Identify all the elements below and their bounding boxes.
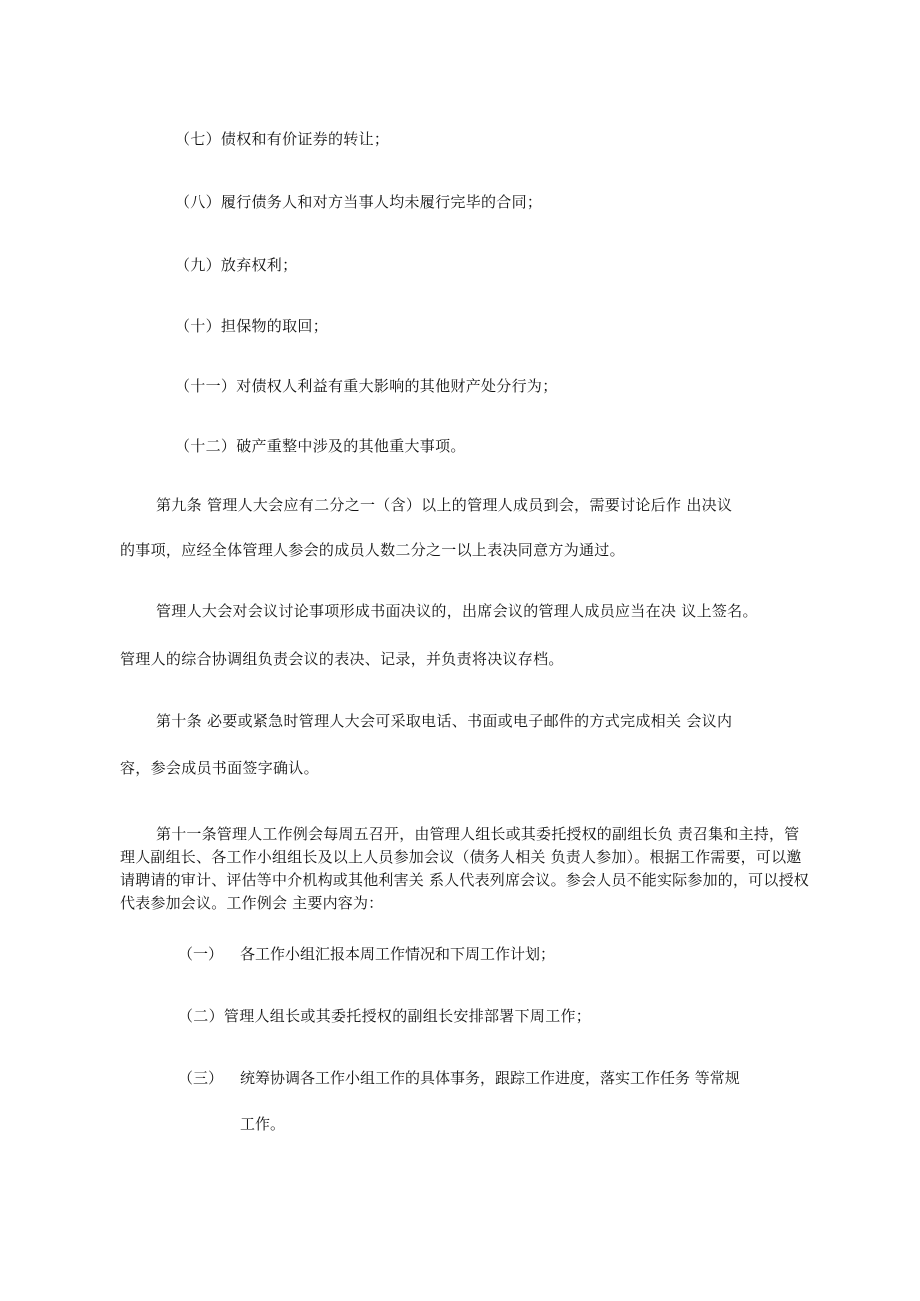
article-9-line-4: 管理人的综合协调组负责会议的表决、记录，并负责将决议存档。 xyxy=(120,650,564,668)
list-item: （九）放弃权利； xyxy=(175,256,298,274)
article-9-line-1: 第九条 管理人大会应有二分之一（含）以上的管理人成员到会，需要讨论后作 出决议 xyxy=(156,496,733,514)
list-item-text: 统筹协调各工作小组工作的具体事务，跟踪工作进度，落实工作任务 等常规 xyxy=(240,1069,740,1087)
list-item: （十）担保物的取回； xyxy=(175,317,329,335)
list-item: （八）履行债务人和对方当事人均未履行完毕的合同； xyxy=(175,193,543,211)
article-10-line-1: 第十条 必要或紧急时管理人大会可采取电话、书面或电子邮件的方式完成相关 会议内 xyxy=(156,712,733,730)
article-9-line-2: 的事项，应经全体管理人参会的成员人数二分之一以上表决同意方为通过。 xyxy=(120,541,625,559)
list-item: （十一）对债权人利益有重大影响的其他财产处分行为； xyxy=(175,377,558,395)
article-10-line-2: 容，参会成员书面签字确认。 xyxy=(120,759,319,777)
list-item-number: （三） xyxy=(178,1069,224,1087)
article-11-paragraph: 第十一条管理人工作例会每周五召开，由管理人组长或其委托授权的副组长负 责召集和主持，管理人副组长、各工作小组组长及以上人员参加会议（债务人相关 负责人参加）。根据工作需要，可以邀请聘请的审计、评估等中介机构或其他利害关 系人代表列席会议。参会人员不能实际参加的，可以授权代表参加会议。工作例会 主要内容为： xyxy=(120,825,809,912)
list-item-number: （一） xyxy=(178,945,224,963)
list-item-continuation: 工作。 xyxy=(240,1115,286,1133)
list-item: （二）管理人组长或其委托授权的副组长安排部署下周工作； xyxy=(178,1007,592,1025)
article-9-line-3: 管理人大会对会议讨论事项形成书面决议的，出席会议的管理人成员应当在决 议上签名。 xyxy=(156,602,758,620)
list-item-text: 各工作小组汇报本周工作情况和下周工作计划； xyxy=(240,945,556,963)
list-item: （七）债权和有价证券的转让； xyxy=(175,130,390,148)
list-item: （十二）破产重整中涉及的其他重大事项。 xyxy=(175,437,466,455)
